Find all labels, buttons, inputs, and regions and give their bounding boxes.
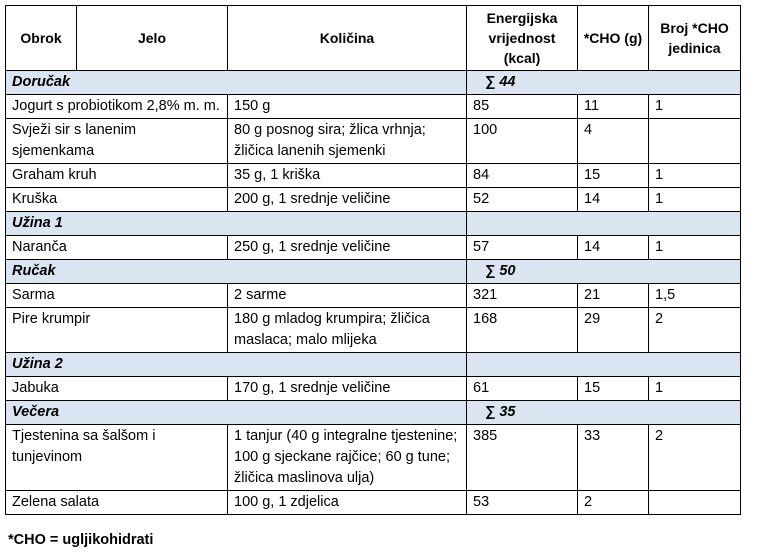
table-row [6, 425, 741, 491]
cho-cell: 33 [578, 425, 649, 491]
amount-cell: 100 g, 1 zdjelica [228, 491, 467, 515]
kcal-cell: 100 [467, 119, 578, 164]
cho-cell: 14 [578, 188, 649, 212]
kcal-cell: 321 [467, 284, 578, 308]
section-row [6, 401, 741, 425]
kcal-cell: 53 [467, 491, 578, 515]
units-cell: 1 [649, 95, 741, 119]
section-name: Večera [6, 401, 467, 425]
food-cell: Zelena salata [6, 491, 228, 515]
kcal-cell: 168 [467, 308, 578, 353]
table-row [6, 236, 741, 260]
header-jelo: Jelo [77, 6, 228, 71]
units-cell [649, 119, 741, 164]
table-row [6, 491, 741, 515]
amount-cell: 150 g [228, 95, 467, 119]
header-row [6, 6, 741, 71]
food-cell: Kruška [6, 188, 228, 212]
food-cell: Svježi sir s lanenim sjemenkama [6, 119, 228, 164]
cho-cell: 2 [578, 491, 649, 515]
section-sum [467, 353, 741, 377]
kcal-cell: 52 [467, 188, 578, 212]
food-cell: Pire krumpir [6, 308, 228, 353]
table-row [6, 377, 741, 401]
section-name: Ručak [6, 260, 467, 284]
section-row [6, 71, 741, 95]
section-name: Užina 2 [6, 353, 467, 377]
units-cell: 1 [649, 164, 741, 188]
footnote: *CHO = ugljikohidrati [8, 532, 154, 548]
units-cell: 2 [649, 308, 741, 353]
header-units: Broj *CHO jedinica [649, 6, 741, 71]
amount-cell: 250 g, 1 srednje veličine [228, 236, 467, 260]
meal-plan-table [5, 5, 741, 515]
section-row [6, 353, 741, 377]
header-cho: *CHO (g) [578, 6, 649, 71]
cho-cell: 29 [578, 308, 649, 353]
section-row [6, 212, 741, 236]
kcal-cell: 57 [467, 236, 578, 260]
table-body [6, 71, 741, 515]
section-name: Doručak [6, 71, 467, 95]
cho-cell: 14 [578, 236, 649, 260]
table-row [6, 308, 741, 353]
amount-cell: 2 sarme [228, 284, 467, 308]
food-cell: Graham kruh [6, 164, 228, 188]
food-cell: Jogurt s probiotikom 2,8% m. m. [6, 95, 228, 119]
units-cell: 1 [649, 236, 741, 260]
food-cell: Tjestenina sa šalšom i tunjevinom [6, 425, 228, 491]
units-cell: 1 [649, 377, 741, 401]
kcal-cell: 61 [467, 377, 578, 401]
section-sum: ∑ 50 [467, 260, 741, 284]
amount-cell: 170 g, 1 srednje veličine [228, 377, 467, 401]
food-cell: Sarma [6, 284, 228, 308]
amount-cell: 180 g mladog krumpira; žličica maslaca; malo mlijeka [228, 308, 467, 353]
header-obrok: Obrok [6, 6, 77, 71]
units-cell [649, 491, 741, 515]
table-row [6, 119, 741, 164]
section-name: Užina 1 [6, 212, 467, 236]
units-cell: 1,5 [649, 284, 741, 308]
table-row [6, 188, 741, 212]
kcal-cell: 84 [467, 164, 578, 188]
table-row [6, 164, 741, 188]
amount-cell: 200 g, 1 srednje veličine [228, 188, 467, 212]
header-kolicina: Količina [228, 6, 467, 71]
section-sum: ∑ 44 [467, 71, 741, 95]
food-cell: Jabuka [6, 377, 228, 401]
table-row [6, 284, 741, 308]
cho-cell: 11 [578, 95, 649, 119]
cho-cell: 21 [578, 284, 649, 308]
header-energy: Energijska vrijednost (kcal) [467, 6, 578, 71]
cho-cell: 4 [578, 119, 649, 164]
section-sum: ∑ 35 [467, 401, 741, 425]
amount-cell: 1 tanjur (40 g integralne tjestenine; 100 g sjeckane rajčice; 60 g tune; žličica maslinova ulja) [228, 425, 467, 491]
units-cell: 1 [649, 188, 741, 212]
amount-cell: 35 g, 1 kriška [228, 164, 467, 188]
section-sum [467, 212, 741, 236]
cho-cell: 15 [578, 377, 649, 401]
cho-cell: 15 [578, 164, 649, 188]
amount-cell: 80 g posnog sira; žlica vrhnja; žličica lanenih sjemenki [228, 119, 467, 164]
kcal-cell: 385 [467, 425, 578, 491]
food-cell: Naranča [6, 236, 228, 260]
table-row [6, 95, 741, 119]
section-row [6, 260, 741, 284]
kcal-cell: 85 [467, 95, 578, 119]
units-cell: 2 [649, 425, 741, 491]
